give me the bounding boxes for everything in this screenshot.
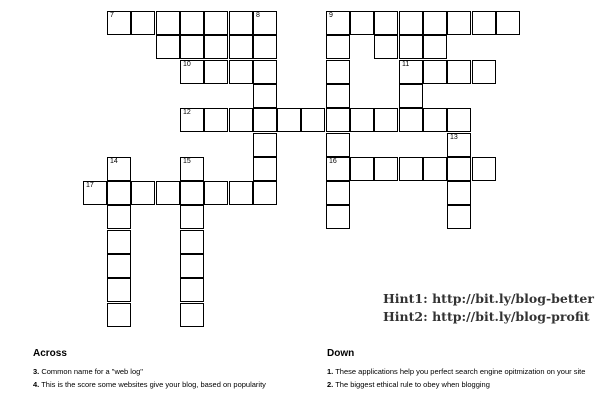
grid-cell[interactable]: [447, 11, 471, 35]
across-clues: [33, 348, 293, 393]
clue-number: 14: [110, 158, 118, 165]
grid-cell[interactable]: [326, 181, 350, 205]
grid-cell[interactable]: [423, 108, 447, 132]
grid-cell[interactable]: [350, 11, 374, 35]
grid-cell[interactable]: [180, 11, 204, 35]
grid-cell[interactable]: [180, 108, 204, 132]
clue-number: 13: [450, 134, 458, 141]
grid-cell[interactable]: [131, 11, 155, 35]
grid-cell[interactable]: [472, 60, 496, 84]
grid-cell[interactable]: [204, 108, 228, 132]
grid-cell[interactable]: [253, 11, 277, 35]
grid-cell[interactable]: [253, 181, 277, 205]
grid-cell[interactable]: [204, 35, 228, 59]
clue-number: 8: [256, 12, 260, 19]
grid-cell[interactable]: [204, 181, 228, 205]
clue-number: 17: [86, 182, 94, 189]
grid-cell[interactable]: [180, 254, 204, 278]
grid-cell[interactable]: [374, 108, 398, 132]
grid-cell[interactable]: [374, 157, 398, 181]
hints-panel: [383, 290, 594, 326]
grid-cell[interactable]: [447, 181, 471, 205]
grid-cell[interactable]: [229, 181, 253, 205]
clue-number: 7: [110, 12, 114, 19]
clue-number: 11: [402, 61, 410, 68]
grid-cell[interactable]: [326, 205, 350, 229]
grid-cell[interactable]: [107, 303, 131, 327]
grid-cell[interactable]: [399, 11, 423, 35]
clue-number: 16: [329, 158, 337, 165]
clue-number: 10: [183, 61, 191, 68]
grid-cell[interactable]: [326, 60, 350, 84]
grid-cell[interactable]: [180, 60, 204, 84]
across-heading: Across: [33, 348, 67, 359]
grid-cell[interactable]: [447, 157, 471, 181]
grid-cell[interactable]: [399, 108, 423, 132]
grid-cell[interactable]: [253, 84, 277, 108]
grid-cell[interactable]: [496, 11, 520, 35]
grid-cell[interactable]: [229, 11, 253, 35]
hint-2: Hint2: http://bit.ly/blog-profit: [383, 309, 590, 324]
clue-number: 12: [183, 109, 191, 116]
down-heading: Down: [327, 348, 355, 359]
grid-cell[interactable]: [447, 205, 471, 229]
grid-cell[interactable]: [156, 35, 180, 59]
grid-cell[interactable]: [399, 35, 423, 59]
grid-cell[interactable]: [326, 157, 350, 181]
hint-1: Hint1: http://bit.ly/blog-better: [383, 291, 594, 306]
grid-cell[interactable]: [447, 60, 471, 84]
grid-cell[interactable]: [350, 157, 374, 181]
across-clue-3: 3. Common name for a "web log": [33, 367, 143, 376]
grid-cell[interactable]: [301, 108, 325, 132]
grid-cell[interactable]: [472, 157, 496, 181]
grid-cell[interactable]: [253, 35, 277, 59]
grid-cell[interactable]: [107, 181, 131, 205]
grid-cell[interactable]: [131, 181, 155, 205]
grid-cell[interactable]: [472, 11, 496, 35]
grid-cell[interactable]: [229, 108, 253, 132]
grid-cell[interactable]: [350, 108, 374, 132]
grid-cell[interactable]: [326, 108, 350, 132]
grid-cell[interactable]: [423, 35, 447, 59]
down-clue-2: 2. The biggest ethical rule to obey when blogging: [327, 380, 490, 389]
down-clue-1: 1. These applications help you perfect search engine opitmization on your site: [327, 367, 586, 376]
grid-cell[interactable]: [107, 254, 131, 278]
grid-cell[interactable]: [399, 60, 423, 84]
grid-cell[interactable]: [253, 60, 277, 84]
grid-cell[interactable]: [180, 157, 204, 181]
grid-cell[interactable]: [374, 11, 398, 35]
grid-cell[interactable]: [423, 157, 447, 181]
clue-number: 9: [329, 12, 333, 19]
grid-cell[interactable]: [107, 11, 131, 35]
grid-cell[interactable]: [253, 157, 277, 181]
grid-cell[interactable]: [83, 181, 107, 205]
grid-cell[interactable]: [180, 205, 204, 229]
grid-cell[interactable]: [326, 35, 350, 59]
grid-cell[interactable]: [180, 230, 204, 254]
grid-cell[interactable]: [180, 181, 204, 205]
grid-cell[interactable]: [156, 181, 180, 205]
grid-cell[interactable]: [399, 157, 423, 181]
grid-cell[interactable]: [447, 133, 471, 157]
grid-cell[interactable]: [107, 205, 131, 229]
grid-cell[interactable]: [180, 278, 204, 302]
grid-cell[interactable]: [326, 133, 350, 157]
grid-cell[interactable]: [107, 157, 131, 181]
down-clues: [327, 348, 587, 393]
grid-cell[interactable]: [204, 11, 228, 35]
grid-cell[interactable]: [180, 303, 204, 327]
grid-cell[interactable]: [229, 60, 253, 84]
grid-cell[interactable]: [253, 108, 277, 132]
grid-cell[interactable]: [180, 35, 204, 59]
grid-cell[interactable]: [399, 84, 423, 108]
across-clue-4: 4. This is the score some websites give your blog, based on popularity: [33, 380, 266, 389]
clue-number: 15: [183, 158, 191, 165]
grid-cell[interactable]: [277, 108, 301, 132]
grid-cell[interactable]: [374, 35, 398, 59]
grid-cell[interactable]: [253, 133, 277, 157]
grid-cell[interactable]: [107, 230, 131, 254]
grid-cell[interactable]: [107, 278, 131, 302]
grid-cell[interactable]: [423, 11, 447, 35]
grid-cell[interactable]: [156, 11, 180, 35]
grid-cell[interactable]: [423, 60, 447, 84]
grid-cell[interactable]: [447, 108, 471, 132]
grid-cell[interactable]: [326, 11, 350, 35]
grid-cell[interactable]: [204, 60, 228, 84]
grid-cell[interactable]: [326, 84, 350, 108]
grid-cell[interactable]: [229, 35, 253, 59]
